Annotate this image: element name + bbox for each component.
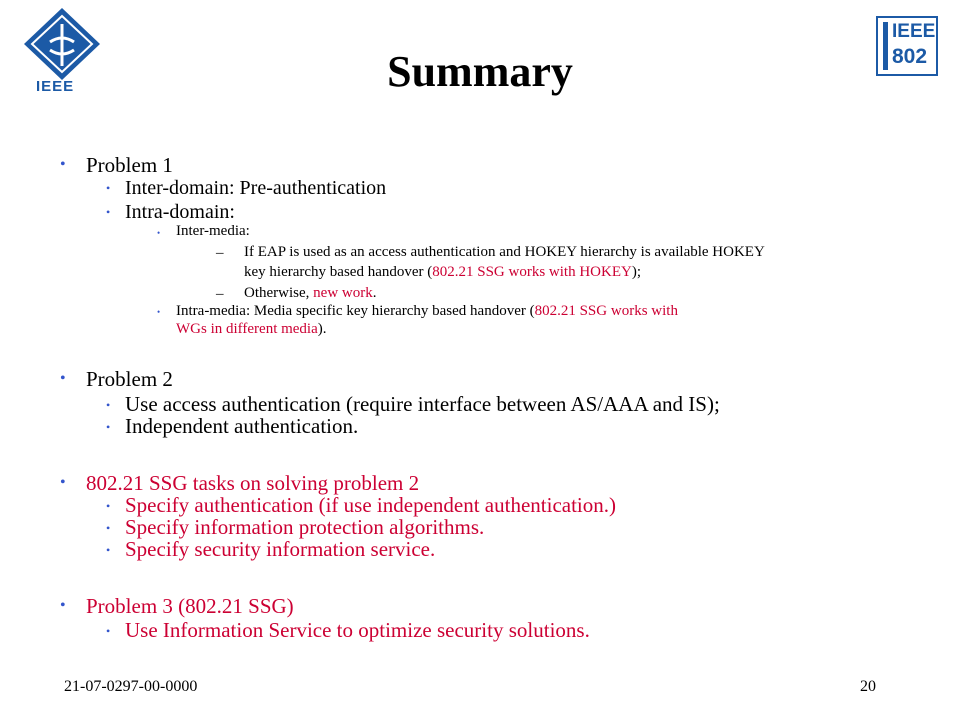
eap-line2-red: 802.21 SSG works with HOKEY [432,264,632,280]
ieee802-logo-line1: IEEE [892,21,936,42]
intra-media-red2: WGs in different media [176,321,318,337]
bullet-dot: • [106,624,111,638]
intra-media-line1 [176,304,678,319]
intra-media-a: Intra-media: Media specific key hierarchy based handover ( [176,303,535,319]
problem3-heading: Problem 3 (802.21 SSG) [86,594,294,618]
dash-marker: – [216,286,224,302]
inter-media-item: Inter-media: [176,223,250,239]
intra-domain-item: Intra-domain: [125,201,235,223]
bullet-dot: • [60,474,66,491]
footer-doc-number: 21-07-0297-00-0000 [64,678,198,695]
ssg-task-item2: Specify information protection algorithms. [125,515,485,539]
ssg-task-item3: Specify security information service. [125,537,436,561]
eap-line1: If EAP is used as an access authentication and HOKEY hierarchy is available HOKEY [244,244,765,260]
eap-line2 [244,265,641,280]
otherwise-a: Otherwise, [244,285,314,301]
problem2-item1: Use access authentication (require interface between AS/AAA and IS); [125,392,720,416]
ssg-task-item1: Specify authentication (if use independent authentication.) [125,493,616,517]
bullet-dot: • [106,521,111,535]
ssg-tasks-heading: 802.21 SSG tasks on solving problem 2 [86,471,420,495]
slide-title: Summary [387,47,573,96]
dash-marker: – [216,245,224,261]
bullet-dot: • [106,543,111,557]
problem1-heading: Problem 1 [86,153,173,177]
intra-media-line2 [176,322,327,337]
bullet-dot: • [106,398,111,412]
eap-line2-b: ); [631,264,642,280]
problem3-item1: Use Information Service to optimize security solutions. [125,618,590,642]
intra-media-b: ). [317,321,327,337]
bullet-dot: • [157,228,161,238]
bullet-dot: • [60,156,66,173]
ieee-logo-text: IEEE [36,78,75,95]
bullet-dot: • [106,181,111,195]
problem2-item2: Independent authentication. [125,414,359,438]
bullet-dot: • [106,499,111,513]
bullet-dot: • [106,205,111,219]
problem2-heading: Problem 2 [86,367,173,391]
otherwise-red: new work [313,285,373,301]
footer-page-number: 20 [860,678,876,695]
inter-domain-item: Inter-domain: Pre-authentication [125,177,387,199]
bullet-dot: • [60,370,66,387]
eap-line2-a: key hierarchy based handover ( [244,264,433,280]
intra-media-red1: 802.21 SSG works with [534,303,678,319]
bullet-dot: • [157,307,161,317]
ieee802-logo-line2: 802 [892,45,928,68]
bullet-dot: • [106,420,111,434]
otherwise-line [244,286,376,301]
bullet-dot: • [60,597,66,614]
otherwise-b: . [372,285,377,301]
